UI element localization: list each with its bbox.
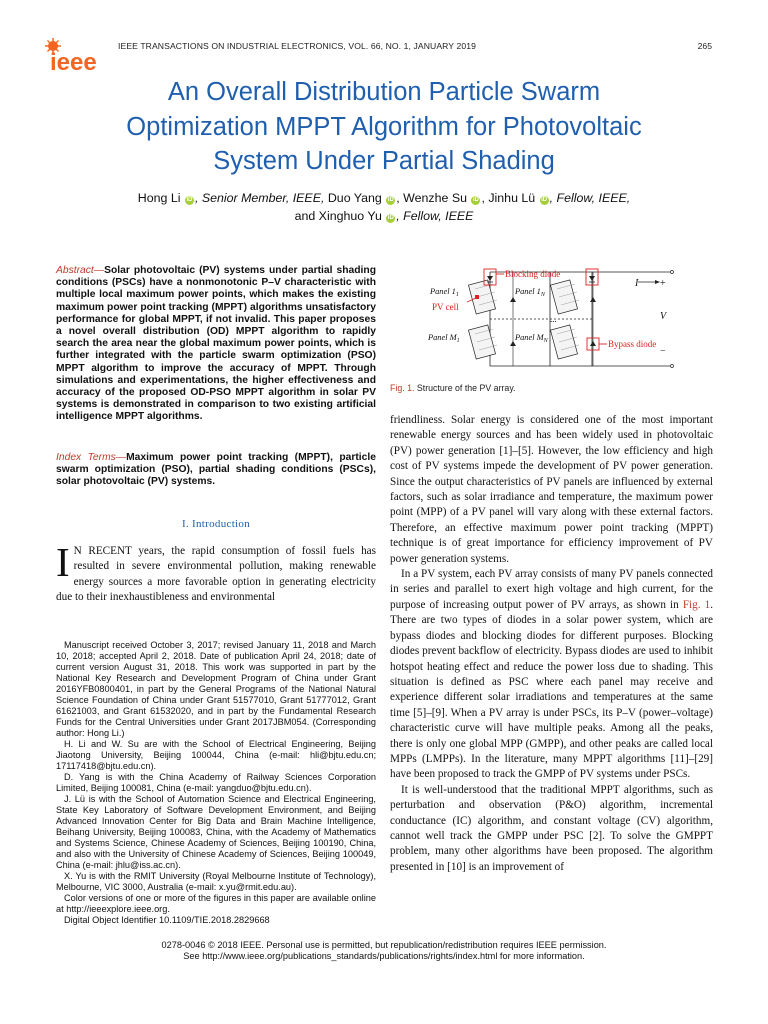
pv-array-diagram xyxy=(420,262,700,380)
ellipsis: ... xyxy=(550,314,557,324)
index-terms-text: Maximum power point tracking (MPPT), particle swarm optimization (PSO), partial shading conditions (PSCs), solar photovoltaic (PV) systems. xyxy=(56,452,376,488)
orcid-icon[interactable]: iD xyxy=(472,197,479,203)
body-text: In a PV system, each PV array consists of many PV panels connected in series and parallel to exert high voltage and high current, for the purpose of increasing output power of PV arrays, as shown in xyxy=(390,568,713,611)
ieee-logo xyxy=(44,38,106,74)
bypass-diode-label: Bypass diode xyxy=(608,339,657,349)
abstract-text: Solar photovoltaic (PV) systems under partial shading conditions (PSCs) have a nonmonotonic P–V characteristic with multiple local maximum power points, which makes the existing maximum power point tracking (MPPT) algorithms unsatisfactory performance for global MPPT, if not invalid. This paper proposes a novel overall distribution (OD) MPPT algorithm to rapidly search the area near the global maximum power points, which is further integrated with the particle swarm optimization (PSO) MPPT algorithm to improve the accuracy of MPPT. Through simulations and experimentations, the higher effectiveness and accuracy of the proposed OD-PSO MPPT algorithm in solar PV systems is demonstrated in comparison to two existing artificial intelligence MPPT algorithms. xyxy=(56,265,376,423)
footnote-paragraph: J. Lü is with the School of Automation Science and Electrical Engineering, State Key Laboratory of Software Development Environment, and Beijing Advanced Innovation Center for Big Data and Brain Machine Intelligence, Beihang University, Beijing 100083, China, with the Academy of Mathematics and Systems Science, Chinese Academy of Sciences, Beijing 100190, China, and also with the University of Chinese Academy of Sciences, Beijing 100049, China (e-mail: jhlu@iss.ac.cn). xyxy=(56,794,376,870)
page-number: 265 xyxy=(697,41,712,51)
copyright-footer xyxy=(80,940,688,962)
author-name: and Xinghuo Yu xyxy=(294,208,382,223)
paper-title xyxy=(60,75,708,179)
footnote xyxy=(56,640,376,926)
orcid-icon[interactable]: iD xyxy=(541,197,548,203)
author-name: Duo Yang xyxy=(324,191,382,205)
body-paragraph xyxy=(390,567,713,783)
panel-label: Panel 1 xyxy=(515,287,541,296)
footnote-paragraph: H. Li and W. Su are with the School of Electrical Engineering, Beijing Jiaotong University, Beijing 100044, China (e-mail: hli@bjtu.edu.cn; 17117418@bjtu.edu.cn). xyxy=(56,739,376,771)
body-paragraph xyxy=(390,783,713,875)
abstract xyxy=(56,265,376,424)
panel-label: Panel M xyxy=(515,333,544,342)
orcid-icon[interactable]: iD xyxy=(387,214,394,221)
panel-label: Panel M xyxy=(428,333,457,342)
minus-terminal: − xyxy=(660,346,666,357)
footnote-paragraph: Digital Object Identifier 10.1109/TIE.2018.2829668 xyxy=(64,915,270,925)
intro-text: N RECENT years, the rapid consumption of fossil fuels has resulted in severe environmental pollution, making renewable energy sources a more favorable option in generating electricity due to their inexhaustibleness and environmental xyxy=(56,545,376,604)
orcid-icon[interactable]: iD xyxy=(387,197,394,203)
figure-label: Fig. 1. xyxy=(390,383,415,393)
dropcap: I xyxy=(56,539,70,585)
section-heading: I. Introduction xyxy=(181,518,251,530)
title-line: System Under Partial Shading xyxy=(213,147,555,175)
pv-cell-marker xyxy=(475,295,479,299)
figure-caption xyxy=(390,383,516,393)
body-text: It is well-understood that the traditional MPPT algorithms, such as perturbation and observation (P&O) algorithm, incremental conductance (IC) algorithm, and constant voltage (CV) algorithm, cannot well track the GMPP under PSC [2]. To solve the GMPPT problem, many other algorithms have been proposed. The algorithm presented in [10] is an improvement of xyxy=(390,783,713,873)
figure-caption-text: Structure of the PV array. xyxy=(416,383,516,393)
voltage-label: V xyxy=(660,311,667,322)
author-name: Hong Li xyxy=(137,191,181,205)
right-column-body xyxy=(390,413,713,875)
plus-terminal: + xyxy=(660,278,666,289)
author-list xyxy=(70,190,698,225)
footer-line: See http://www.ieee.org/publications_standards/publications/rights/index.html for more information. xyxy=(183,951,585,961)
author-name: , Jinhu Lü xyxy=(481,191,536,205)
author-name: , Wenzhe Su xyxy=(396,191,467,205)
author-role: , Senior Member, IEEE, xyxy=(194,191,325,205)
author-role: , Fellow, IEEE xyxy=(396,208,474,223)
panel-label: Panel 1 xyxy=(430,287,456,296)
svg-text:Panel MN: Panel $M_N$ xyxy=(515,333,548,344)
svg-text:Panel 1N: Panel $1_N$ xyxy=(515,287,545,298)
body-text: friendliness. Solar energy is considered one of the most important renewable energy sources and has been widely used in photovoltaic (PV) power generation [1]–[5]. However, the low efficiency and high cost of PV systems impede the development of PV power generation. Since the output characteristics of PV panels are influenced by external factors, such as solar irradiance and temperature, the maximum power point (MPP) of a PV panel will vary along with these external factors. Therefore, an effective maximum power point tracking (MPPT) technique is of great importance for efficiency improvement of PV power generation systems. xyxy=(390,414,713,565)
body-paragraph xyxy=(390,413,713,567)
footnote-paragraph: D. Yang is with the China Academy of Railway Sciences Corporation Limited, Beijing 100081, China (e-mail: yangduo@bjtu.edu.cn). xyxy=(56,772,376,793)
orcid-icon[interactable]: iD xyxy=(186,197,193,203)
figure-reference-link[interactable]: Fig. 1 xyxy=(682,598,711,611)
footnote-paragraph: Color versions of one or more of the figures in this paper are available online at http://ieeexplore.ieee.org. xyxy=(56,893,376,914)
current-label: I xyxy=(635,278,639,289)
footnote-paragraph: X. Yu is with the RMIT University (Royal Melbourne Institute of Technology), Melbourne, VIC 3000, Australia (e-mail: x.yu@rmit.edu.au). xyxy=(56,871,376,892)
index-terms-label: Index Terms— xyxy=(56,452,127,463)
abstract-label: Abstract— xyxy=(56,265,105,276)
index-terms xyxy=(56,452,376,489)
pv-cell-label: PV cell xyxy=(432,302,459,312)
author-role: , Fellow, IEEE, xyxy=(549,191,631,205)
footnote-paragraph: Manuscript received October 3, 2017; revised January 11, 2018 and March 10, 2018; accepted April 2, 2018. Date of publication April 24, 2018; date of current version August 31, 2018. This work was supported in part by the National Key Research and Development Program of China under Grant 2016YFB0800401, in part by the General Programs of the National Natural Science Foundation of China under Grant 51577010, Grant 51777012, Grant 61621003, and Grant 61532020, and in part by the Fundamental Research Funds for the Central Universities under Grant 2017JBM054. (Corresponding author: Hong Li.) xyxy=(56,640,376,738)
intro-paragraph xyxy=(56,539,376,606)
svg-text:Panel 11: Panel $1_1$ xyxy=(430,287,459,298)
title-line: Optimization MPPT Algorithm for Photovoltaic xyxy=(126,112,642,141)
blocking-diode-label: Blocking diode xyxy=(505,269,561,279)
footer-line: 0278-0046 © 2018 IEEE. Personal use is permitted, but republication/redistribution requires IEEE permission. xyxy=(161,940,607,950)
body-text: . There are two types of diodes in a solar power system, which are bypass diodes and blocking diodes for different purposes. Blocking diodes prevent backflow of electricity. Bypass diodes are used to inhibit hotspot heating effect and reduce the power loss due to shading. This situation is defined as PSC where each panel may receive and experience different solar irradiations and temperatures at the same time [5]–[9]. When a PV array is under PSCs, its P–V (power–voltage) characteristic curve will have multiple peaks. Among all the peaks, there is only one global MPP (GMPP), and other peaks are called local MPPs (LMPPs). In the literature, many MPPT algorithms [11]–[29] have been proposed to track the GMPP of PV systems under PSCs. xyxy=(390,598,713,781)
svg-text:Panel M1: Panel $M_1$ xyxy=(428,333,460,344)
logo-text: ieee xyxy=(50,49,97,74)
running-head: IEEE TRANSACTIONS ON INDUSTRIAL ELECTRONICS, VOL. 66, NO. 1, JANUARY 2019 xyxy=(118,41,476,51)
title-line: An Overall Distribution Particle Swarm xyxy=(167,78,601,106)
